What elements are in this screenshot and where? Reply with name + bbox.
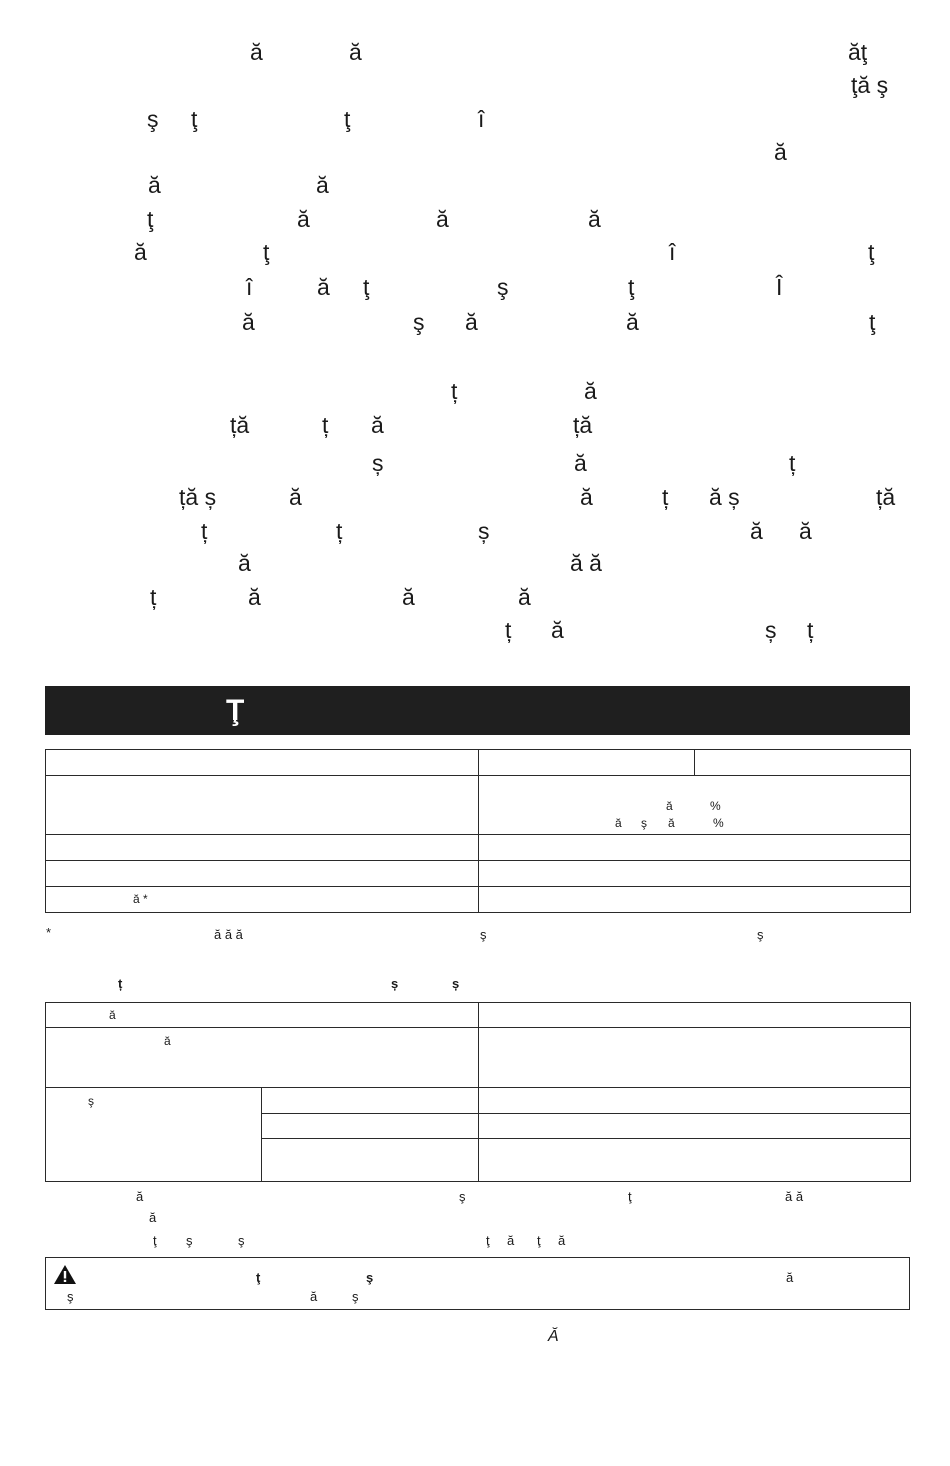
table-cell-text: ă [615, 816, 622, 830]
note-text: ă [149, 1210, 157, 1225]
table-cell-text: ă [668, 816, 675, 830]
table-cell-text: ş [641, 816, 647, 830]
note-text: ă [136, 1189, 144, 1204]
table-column-divider [478, 749, 479, 913]
text-fragment: ă [148, 172, 161, 198]
text-fragment: ț [662, 484, 669, 510]
text-fragment: ță [230, 412, 250, 438]
text-fragment: ă [465, 309, 478, 335]
text-fragment: ș [478, 518, 490, 544]
text-fragment: ă [750, 518, 763, 544]
text-fragment: ăţ [848, 39, 868, 65]
footnote-marker: * [46, 925, 52, 940]
text-fragment: ă [250, 39, 263, 65]
warning-text: ţ [256, 1270, 261, 1285]
table-cell-text: ă [666, 799, 673, 813]
text-fragment: ă [248, 584, 261, 610]
text-fragment: ț [789, 450, 796, 476]
text-fragment: ţ [868, 239, 875, 265]
text-fragment: ă [584, 378, 597, 404]
text-fragment: ă [799, 518, 812, 544]
note-text: ţ [153, 1233, 157, 1248]
warning-text: ş [352, 1289, 359, 1304]
subheading-text: ș [452, 976, 460, 991]
subheading-text: ț [118, 976, 123, 991]
text-fragment: ă [242, 309, 255, 335]
table-column-divider [478, 1002, 479, 1182]
text-fragment: ţ [344, 106, 351, 132]
warning-triangle-icon [53, 1264, 77, 1285]
text-fragment: ă [289, 484, 302, 510]
text-fragment: ă ă [570, 550, 602, 576]
warning-text: ş [67, 1289, 74, 1304]
text-fragment: ă [238, 550, 251, 576]
text-fragment: ă [371, 412, 384, 438]
text-fragment: ă [518, 584, 531, 610]
text-fragment: ţ [628, 274, 635, 300]
note-text: ş [459, 1189, 466, 1204]
table-cell-text: ă [164, 1034, 171, 1048]
text-fragment: ţ [147, 206, 154, 232]
text-fragment: ă [316, 172, 329, 198]
warning-text: ş [366, 1270, 374, 1285]
footnote-text: ă ă ă [214, 927, 243, 942]
text-fragment: ă [626, 309, 639, 335]
note-text: ş [186, 1233, 193, 1248]
text-fragment: ă [317, 274, 330, 300]
table-cell-text: ă [109, 1008, 116, 1022]
table-rule [261, 1138, 911, 1139]
note-text: ă [558, 1233, 566, 1248]
page-number: Ă [548, 1328, 559, 1345]
text-fragment: ş [497, 274, 509, 300]
text-fragment: î [478, 106, 485, 132]
section-heading-title: Ţ [226, 694, 245, 727]
note-text: ţ [628, 1189, 632, 1204]
table-cell-text: ş [88, 1094, 94, 1108]
text-fragment: ă [349, 39, 362, 65]
footnote-text: ş [480, 927, 487, 942]
note-text: ş [238, 1233, 245, 1248]
footnote-text: ş [757, 927, 764, 942]
text-fragment: ță [573, 412, 593, 438]
table-cell-text: % [713, 816, 724, 830]
text-fragment: î [669, 239, 676, 265]
section-heading-banner [45, 686, 910, 735]
text-fragment: ţ [363, 274, 370, 300]
table-column-divider [261, 1087, 262, 1182]
text-fragment: ţ [869, 309, 876, 335]
text-fragment: î [246, 274, 253, 300]
text-fragment: ş [147, 106, 159, 132]
text-fragment: ț [150, 584, 157, 610]
text-fragment: ț [336, 518, 343, 544]
text-fragment: ă [402, 584, 415, 610]
text-fragment: ă [774, 139, 787, 165]
text-fragment: ț [451, 378, 458, 404]
text-fragment: ță ș [179, 484, 217, 510]
text-fragment: ă [436, 206, 449, 232]
warning-text: ă [786, 1270, 794, 1285]
text-fragment: ă [297, 206, 310, 232]
warning-box [45, 1257, 910, 1310]
table-rule [261, 1113, 911, 1114]
text-fragment: ș [372, 450, 384, 476]
note-text: ă ă [785, 1189, 804, 1204]
table-column-divider [694, 749, 695, 775]
text-fragment: ă [134, 239, 147, 265]
note-text: ă [507, 1233, 515, 1248]
text-fragment: ă [574, 450, 587, 476]
text-fragment: ă [588, 206, 601, 232]
text-fragment: ș [765, 617, 777, 643]
text-fragment: ță [876, 484, 896, 510]
text-fragment: ă ș [709, 484, 740, 510]
note-text: ţ [486, 1233, 490, 1248]
table-cell-text: ă * [133, 892, 148, 906]
text-fragment: ş [413, 309, 425, 335]
text-fragment: ţ [191, 106, 198, 132]
subheading-text: ș [391, 976, 399, 991]
text-fragment: ă [551, 617, 564, 643]
text-fragment: ţ [263, 239, 270, 265]
text-fragment: ț [807, 617, 814, 643]
text-fragment: ă [580, 484, 593, 510]
text-fragment: Î [776, 274, 783, 300]
note-text: ţ [537, 1233, 541, 1248]
table-cell-text: % [710, 799, 721, 813]
text-fragment: ț [505, 617, 512, 643]
text-fragment: ț [322, 412, 329, 438]
warning-text: ă [310, 1289, 318, 1304]
text-fragment: ț [201, 518, 208, 544]
text-fragment: ţă ş [851, 72, 889, 98]
